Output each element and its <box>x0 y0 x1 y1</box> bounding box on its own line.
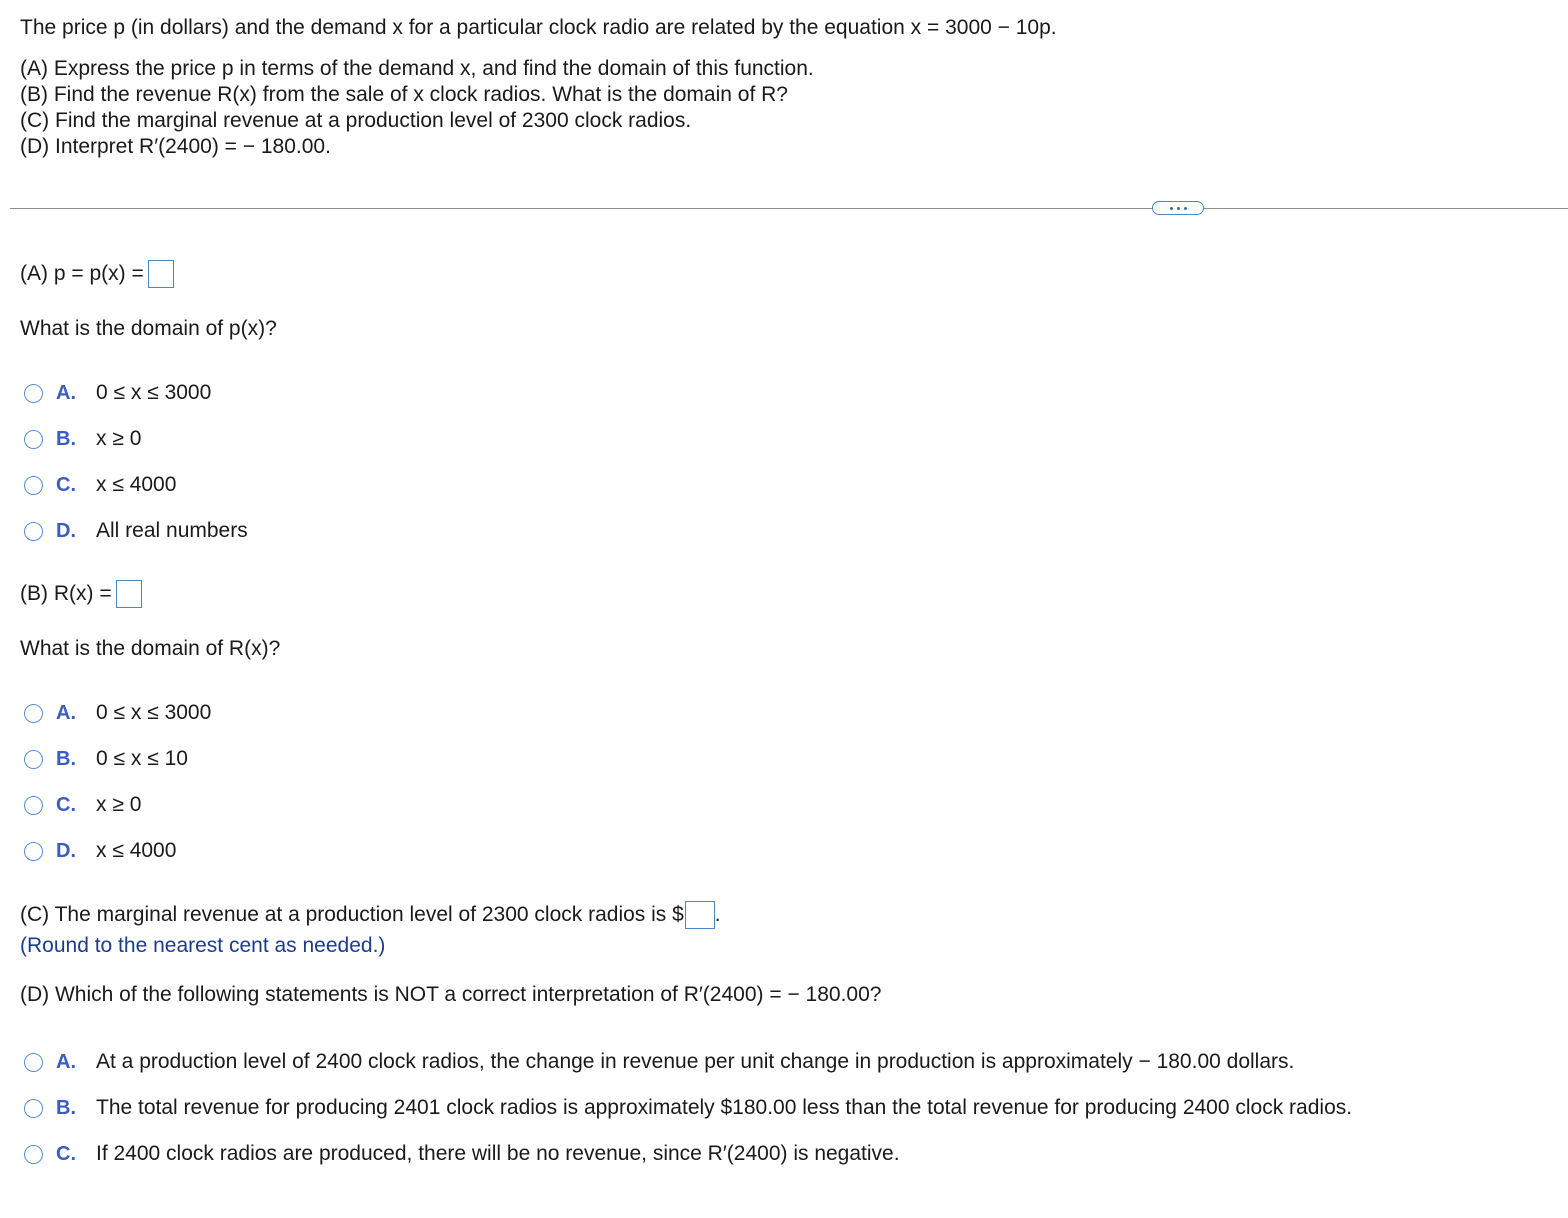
section-divider <box>10 208 1568 209</box>
choice-text: If 2400 clock radios are produced, there will be no revenue, since R′(2400) is negative. <box>96 1142 900 1165</box>
more-dot-icon <box>1170 207 1173 210</box>
part-a-prompt-row <box>20 260 174 288</box>
choice-text: At a production level of 2400 clock radios, the change in revenue per unit change in production is approximately − 180.00 dollars. <box>96 1050 1295 1073</box>
part-b-choice-c[interactable] <box>24 792 142 818</box>
choice-letter: A. <box>56 701 76 724</box>
choice-letter: A. <box>56 1050 76 1073</box>
part-c-answer-input[interactable] <box>685 901 715 929</box>
part-a-prompt: (A) p = p(x) = <box>20 262 144 285</box>
choice-letter: C. <box>56 1142 76 1165</box>
problem-part-b: (B) Find the revenue R(x) from the sale of x clock radios. What is the domain of R? <box>20 83 788 106</box>
part-c-prompt-row <box>20 900 721 930</box>
problem-part-a: (A) Express the price p in terms of the demand x, and find the domain of this function. <box>20 57 814 80</box>
part-a-choice-b[interactable] <box>24 426 142 452</box>
part-c-suffix: . <box>714 903 721 926</box>
part-b-choice-a[interactable] <box>24 700 212 726</box>
choice-text: The total revenue for producing 2401 clock radios is approximately $180.00 less than the total revenue for producing 2400 clock radios. <box>96 1096 1353 1119</box>
more-dot-icon <box>1184 207 1187 210</box>
problem-statement: The price p (in dollars) and the demand x for a particular clock radio are related by the equation x = 3000 − 10p. <box>20 16 1057 39</box>
part-c-hint: (Round to the nearest cent as needed.) <box>20 934 386 957</box>
radio-button[interactable] <box>24 750 43 769</box>
radio-button[interactable] <box>24 430 43 449</box>
radio-button[interactable] <box>24 704 43 723</box>
problem-part-d: (D) Interpret R′(2400) = − 180.00. <box>20 135 331 158</box>
more-options-button[interactable] <box>1152 201 1204 215</box>
part-b-domain-question: What is the domain of R(x)? <box>20 637 281 660</box>
part-d-choice-a[interactable] <box>24 1049 1295 1075</box>
radio-button[interactable] <box>24 1145 43 1164</box>
more-dot-icon <box>1177 207 1180 210</box>
part-a-answer-input[interactable] <box>148 260 174 288</box>
choice-letter: D. <box>56 839 76 862</box>
part-c-prompt: (C) The marginal revenue at a production level of 2300 clock radios is $ <box>20 903 684 926</box>
radio-button[interactable] <box>24 1099 43 1118</box>
radio-button[interactable] <box>24 476 43 495</box>
part-d-choice-b[interactable] <box>24 1095 1353 1121</box>
choice-text: x ≥ 0 <box>96 793 142 816</box>
choice-letter: B. <box>56 1096 76 1119</box>
part-b-prompt: (B) R(x) = <box>20 582 112 605</box>
part-b-choice-d[interactable] <box>24 838 177 864</box>
radio-button[interactable] <box>24 796 43 815</box>
choice-text: x ≥ 0 <box>96 427 142 450</box>
choice-text: 0 ≤ x ≤ 3000 <box>96 381 212 404</box>
part-a-choice-c[interactable] <box>24 472 177 498</box>
choice-letter: C. <box>56 473 76 496</box>
choice-text: 0 ≤ x ≤ 3000 <box>96 701 212 724</box>
part-a-domain-question: What is the domain of p(x)? <box>20 317 277 340</box>
choice-letter: D. <box>56 519 76 542</box>
choice-text: 0 ≤ x ≤ 10 <box>96 747 188 770</box>
problem-part-c: (C) Find the marginal revenue at a production level of 2300 clock radios. <box>20 109 692 132</box>
part-d-question: (D) Which of the following statements is NOT a correct interpretation of R′(2400) = − 180.00? <box>20 983 882 1006</box>
radio-button[interactable] <box>24 522 43 541</box>
part-a-choice-d[interactable] <box>24 518 248 544</box>
part-d-choice-c[interactable] <box>24 1141 900 1167</box>
choice-text: x ≤ 4000 <box>96 473 177 496</box>
choice-letter: A. <box>56 381 76 404</box>
choice-letter: B. <box>56 427 76 450</box>
part-b-choice-b[interactable] <box>24 746 188 772</box>
choice-text: All real numbers <box>96 519 248 542</box>
choice-letter: C. <box>56 793 76 816</box>
part-b-prompt-row <box>20 580 142 608</box>
radio-button[interactable] <box>24 1053 43 1072</box>
radio-button[interactable] <box>24 384 43 403</box>
choice-letter: B. <box>56 747 76 770</box>
radio-button[interactable] <box>24 842 43 861</box>
choice-text: x ≤ 4000 <box>96 839 177 862</box>
part-b-answer-input[interactable] <box>116 580 142 608</box>
part-a-choice-a[interactable] <box>24 380 212 406</box>
